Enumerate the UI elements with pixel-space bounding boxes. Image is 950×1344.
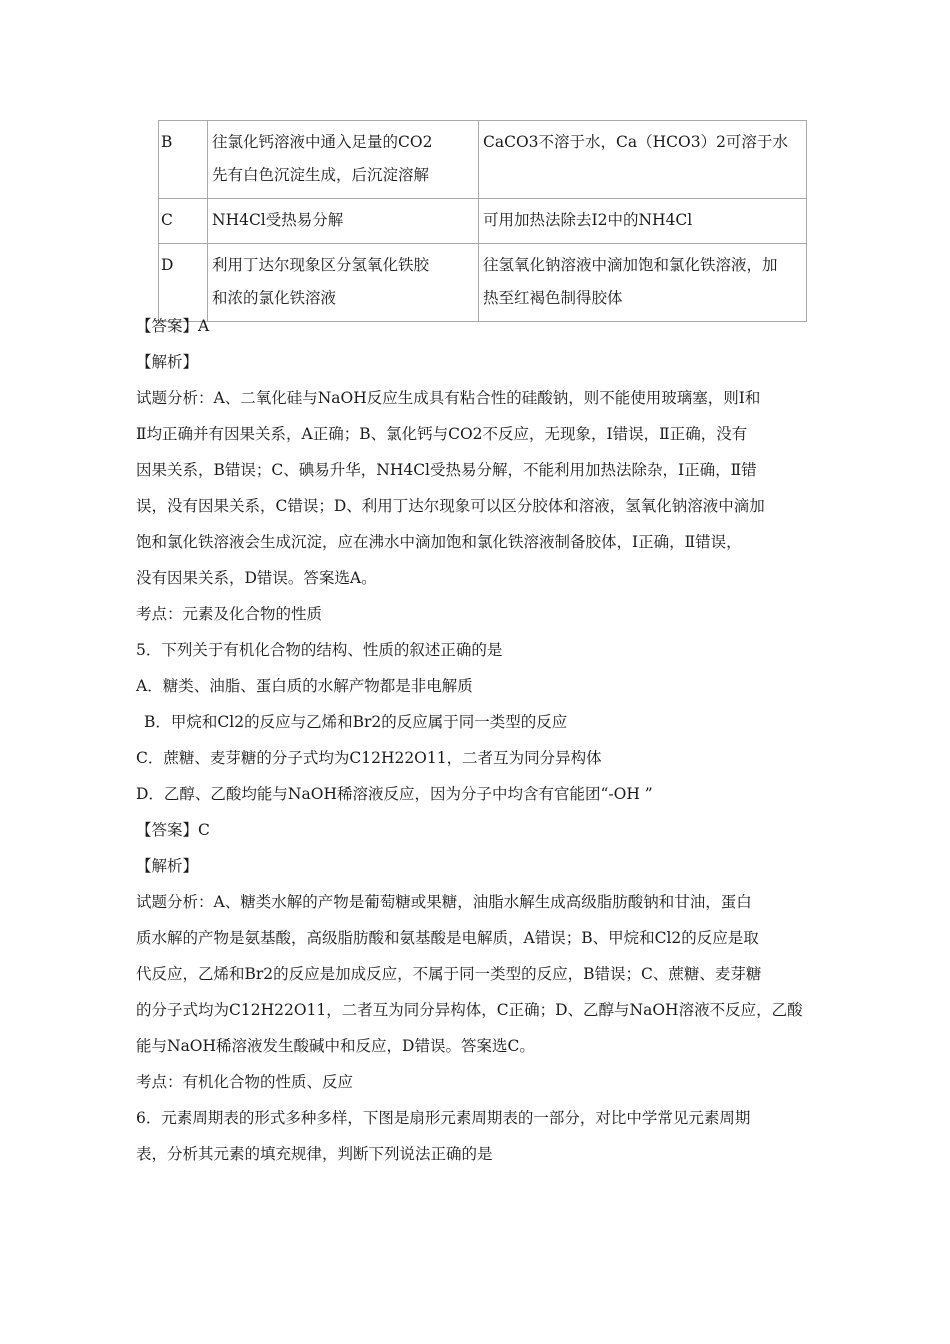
q5-analysis-line: 的分子式均为C12H22O11，二者互为同分异构体，C正确；D、乙醇与NaOH溶液不反应，乙酸 <box>136 1001 803 1019</box>
q4-analysis-line: 误，没有因果关系，C错误；D、利用丁达尔现象可以区分胶体和溶液，氢氧化钠溶液中滴加 <box>136 497 765 515</box>
q5-option-c: C．蔗糖、麦芽糖的分子式均为C12H22O11，二者互为同分异构体 <box>136 749 602 767</box>
cell-line: 可用加热法除去I2中的NH4Cl <box>483 211 693 229</box>
q5-kaodian: 考点：有机化合物的性质、反应 <box>136 1073 354 1091</box>
q6-stem-line: 6．元素周期表的形式多种多样，下图是扇形元素周期表的一部分，对比中学常见元素周期 <box>136 1109 751 1127</box>
row-label: D <box>159 244 208 322</box>
q4-analysis-line: Ⅱ均正确并有因果关系，A正确；B、氯化钙与CO2不反应，无现象，Ⅰ错误，Ⅱ正确，没有 <box>136 425 748 443</box>
q5-option-b: B．甲烷和Cl2的反应与乙烯和Br2的反应属于同一类型的反应 <box>144 713 568 731</box>
cell-line: 往氯化钙溶液中通入足量的CO2 <box>212 133 433 151</box>
statement-one-cell <box>208 199 479 244</box>
q5-analysis-line: 试题分析：A、糖类水解的产物是葡萄糖或果糖，油脂水解生成高级脂肪酸钠和甘油，蛋白 <box>136 893 752 911</box>
q4-analysis-label: 【解析】 <box>136 353 199 371</box>
q4-analysis-line: 饱和氯化铁溶液会生成沉淀，应在沸水中滴加饱和氯化铁溶液制备胶体，Ⅰ正确，Ⅱ错误， <box>136 533 742 551</box>
row-label: B <box>159 121 208 199</box>
q4-analysis-line: 因果关系，B错误；C、碘易升华，NH4Cl受热易分解，不能利用加热法除杂，Ⅰ正确，Ⅱ错 <box>136 461 757 479</box>
options-table <box>158 120 807 322</box>
cell-line: 往氢氧化钠溶液中滴加饱和氯化铁溶液，加 <box>483 256 778 274</box>
cell-line: 热至红褐色制得胶体 <box>483 289 623 307</box>
document-body <box>136 308 826 1172</box>
q5-stem: 5．下列关于有机化合物的结构、性质的叙述正确的是 <box>136 641 503 659</box>
q4-analysis-line: 试题分析：A、二氧化硅与NaOH反应生成具有粘合性的硅酸钠，则不能使用玻璃塞，则Ⅰ和 <box>136 389 761 407</box>
q5-answer: 【答案】C <box>136 821 210 839</box>
q4-kaodian: 考点：元素及化合物的性质 <box>136 605 323 623</box>
q5-analysis-label: 【解析】 <box>136 857 199 875</box>
cell-line: 和浓的氯化铁溶液 <box>212 289 337 307</box>
table-row <box>159 121 807 199</box>
table-row <box>159 199 807 244</box>
cell-line: 先有白色沉淀生成，后沉淀溶解 <box>212 166 430 184</box>
cell-line: 利用丁达尔现象区分氢氧化铁胶 <box>212 256 430 274</box>
q5-option-d: D．乙醇、乙酸均能与NaOH稀溶液反应，因为分子中均含有官能团“-OH ” <box>136 785 653 803</box>
cell-line: CaCO3不溶于水，Ca（HCO3）2可溶于水 <box>483 133 788 151</box>
q5-analysis-line: 能与NaOH稀溶液发生酸碱中和反应，D错误。答案选C。 <box>136 1037 535 1055</box>
row-label: C <box>159 199 208 244</box>
statement-two-cell <box>479 199 807 244</box>
q6-stem-line: 表，分析其元素的填充规律，判断下列说法正确的是 <box>136 1145 493 1163</box>
q5-analysis-line: 代反应，乙烯和Br2的反应是加成反应，不属于同一类型的反应，B错误；C、蔗糖、麦芽糖 <box>136 965 762 983</box>
q4-analysis-line: 没有因果关系，D错误。答案选A。 <box>136 569 377 587</box>
q5-option-a: A．糖类、油脂、蛋白质的水解产物都是非电解质 <box>136 677 473 695</box>
statement-one-cell <box>208 121 479 199</box>
q4-answer: 【答案】A <box>136 317 210 335</box>
q5-analysis-line: 质水解的产物是氨基酸，高级脂肪酸和氨基酸是电解质，A错误；B、甲烷和Cl2的反应是取 <box>136 929 759 947</box>
statement-two-cell <box>479 121 807 199</box>
cell-line: NH4Cl受热易分解 <box>212 211 344 229</box>
